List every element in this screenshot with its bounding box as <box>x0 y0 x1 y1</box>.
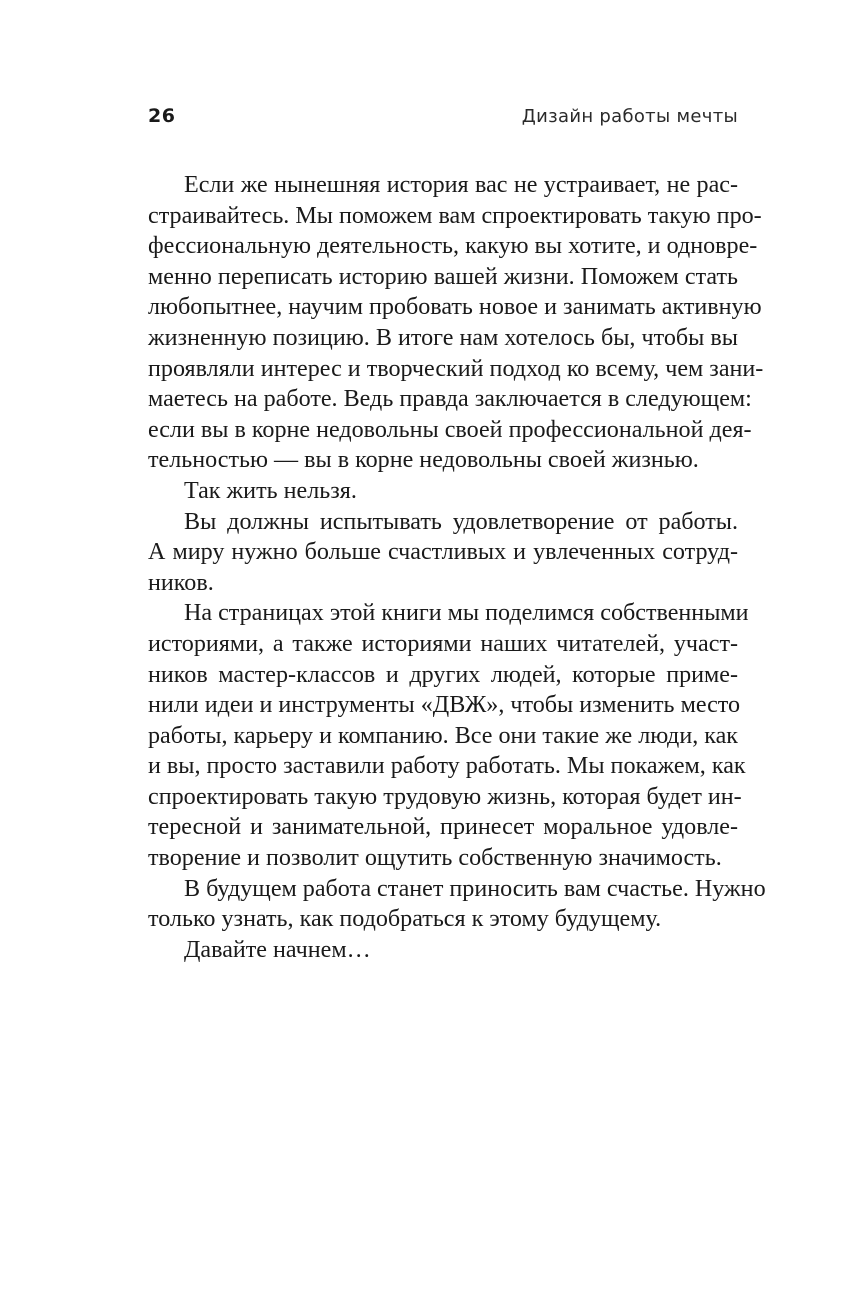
text-line: Если же нынешняя история вас не устраивает, не рас- <box>184 172 738 198</box>
text-line: жизненную позицию. В итоге нам хотелось бы, чтобы вы <box>148 324 738 351</box>
text-line: фессиональную деятельность, какую вы хотите, и одновре- <box>148 233 758 260</box>
text-line: менно переписать историю вашей жизни. Поможем стать <box>148 263 738 290</box>
text-line: любопытнее, научим пробовать новое и занимать активную <box>148 294 762 321</box>
paragraph-3 <box>148 507 738 599</box>
text-line: нили идеи и инструменты «ДВЖ», чтобы изменить место <box>148 692 741 719</box>
page-header <box>148 100 738 132</box>
text-line: проявляли интерес и творческий подход ко всему, чем зани- <box>148 355 764 382</box>
text-line: историями, а также историями наших читателей, участ- <box>148 630 738 657</box>
text-line: Давайте начнем… <box>184 936 371 963</box>
text-line: только узнать, как подобраться к этому будущему. <box>148 906 662 933</box>
running-title: Дизайн работы мечты <box>521 105 738 127</box>
paragraph-4 <box>148 598 749 873</box>
text-line: спроектировать такую трудовую жизнь, которая будет ин- <box>148 783 742 810</box>
text-line: работы, карьеру и компанию. Все они такие же люди, как <box>148 722 738 749</box>
text-line: и вы, просто заставили работу работать. Мы покажем, как <box>148 753 746 780</box>
body-text <box>148 170 766 965</box>
paragraph-2 <box>148 476 738 507</box>
text-line: творение и позволит ощутить собственную значимость. <box>148 845 722 872</box>
paragraph-1 <box>148 170 764 476</box>
page-number: 26 <box>148 105 176 127</box>
text-line: тельностью — вы в корне недовольны своей жизнью. <box>148 447 699 474</box>
text-line: На страницах этой книги мы поделимся собственными <box>184 600 749 627</box>
text-line: ников мастер-классов и других людей, которые приме- <box>148 661 738 688</box>
paragraph-5 <box>148 874 766 935</box>
text-line: если вы в корне недовольны своей профессиональной дея- <box>148 416 752 443</box>
text-line: А миру нужно больше счастливых и увлеченных сотруд- <box>148 539 738 566</box>
paragraph-6 <box>148 935 738 966</box>
text-line: В будущем работа станет приносить вам счастье. Нужно <box>184 875 766 902</box>
text-line: Так жить нельзя. <box>184 477 357 504</box>
text-line: ников. <box>148 569 214 596</box>
text-line: Вы должны испытывать удовлетворение от работы. <box>184 508 738 535</box>
text-line: тересной и занимательной, принесет моральное удовле- <box>148 814 738 841</box>
text-line: маетесь на работе. Ведь правда заключается в следующем: <box>148 386 752 413</box>
text-line: страивайтесь. Мы поможем вам спроектировать такую про- <box>148 202 762 229</box>
